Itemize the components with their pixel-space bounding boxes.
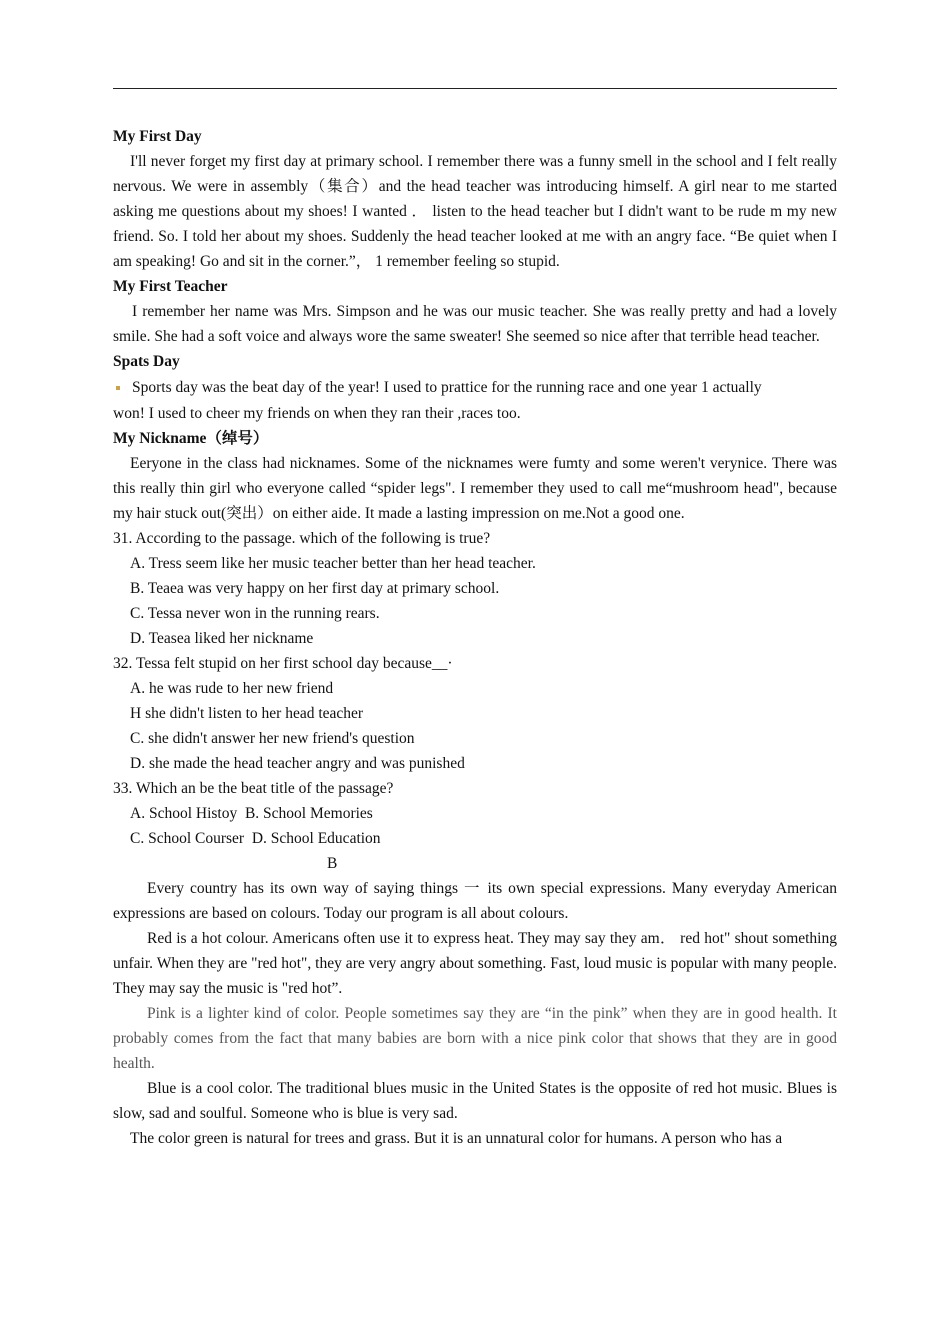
option: B. Teaea was very happy on her first day at primary school. — [130, 580, 500, 597]
option: C. she didn't answer her new friend's question — [130, 730, 415, 747]
section-title-first-teacher: My First Teacher — [113, 278, 228, 295]
question-stem: 32. Tessa felt stupid on her first school day because__· — [113, 655, 453, 672]
question-stem: 31. According to the passage. which of the following is true? — [113, 530, 491, 547]
passage-b-paragraph-2: Red is a hot colour. Americans often use it to express heat. They may say they am． red hot" shout something unfair. When they are "red hot", they are very angry about something. Fast, loud music is popular with many people. They may say the music is "red hot”. — [113, 930, 837, 997]
question-stem: 33. Which an be the beat title of the passage? — [113, 780, 394, 797]
document-body — [113, 124, 837, 1151]
option: D. Teasea liked her nickname — [130, 630, 314, 647]
header-rule — [113, 88, 837, 89]
section-text-nickname: Eeryone in the class had nicknames. Some of the nicknames were fumty and some weren't verynice. There was this really thin girl who everyone called “spider legs". I remember they used to call me“mushroom head", because my hair stuck out(突出）on either aide. It made a lasting impression on me.Not a good one. — [113, 455, 837, 522]
passage-b-paragraph-3: Pink is a lighter kind of color. People sometimes say they are “in the pink” when they are in good health. It probably comes from the fact that many babies are born with a nice pink color that shows that they are in good health. — [113, 1005, 837, 1072]
passage-b-paragraph-4: Blue is a cool color. The traditional blues music in the United States is the opposite of red hot music. Blues is slow, sad and soulful. Someone who is blue is very sad. — [113, 1080, 837, 1122]
option: H she didn't listen to her head teacher — [130, 705, 364, 722]
question-32 — [113, 651, 837, 776]
section-text-first-teacher: I remember her name was Mrs. Simpson and he was our music teacher. She was really pretty and had a lovely smile. She had a soft voice and always wore the same sweater! She seemed so nice after that terrible head teacher. — [113, 303, 837, 345]
passage-b-paragraph-1: Every country has its own way of saying things 一 its own special expressions. Many everyday American expressions are based on colours. Today our program is all about colours. — [113, 880, 837, 922]
section-text-sports-day — [113, 374, 837, 401]
option: A. he was rude to her new friend — [130, 680, 334, 697]
section-text-first-day: I'll never forget my first day at primary school. I remember there was a funny smell in the school and I felt really nervous. We were in assembly（集合）and the head teacher was introducing himself. A girl near to me started asking me questions about my shoes! I wanted ． listen to the head teacher but I didn't want to be rude m my new friend. So. I told her about my shoes. Suddenly the head teacher looked at me with an angry face. “Be quiet when I am speaking! Go and sit in the corner.”， 1 remember feeling so stupid. — [113, 153, 837, 270]
sports-line-2: won! I used to cheer my friends on when they ran their ,races too. — [113, 405, 521, 422]
option: C. Tessa never won in the running rears. — [130, 605, 380, 622]
section-title-sports-day: Spats Day — [113, 353, 180, 370]
sports-line-1: Sports day was the beat day of the year! I used to prattice for the running race and one year 1 actually — [132, 379, 762, 396]
question-33 — [113, 776, 837, 851]
option: D. she made the head teacher angry and was punished — [130, 755, 465, 772]
option: C. School Courser D. School Education — [130, 830, 381, 847]
passage-b-paragraph-5: The color green is natural for trees and grass. But it is an unnatural color for humans. A person who has a — [130, 1130, 783, 1147]
bullet-marker-icon — [116, 386, 120, 390]
option: A. School Histoy B. School Memories — [130, 805, 373, 822]
question-31 — [113, 526, 837, 651]
section-title-first-day: My First Day — [113, 128, 202, 145]
passage-b-label: B — [327, 855, 338, 872]
section-title-nickname: My Nickname（绰号） — [113, 430, 269, 447]
option: A. Tress seem like her music teacher better than her head teacher. — [130, 555, 536, 572]
